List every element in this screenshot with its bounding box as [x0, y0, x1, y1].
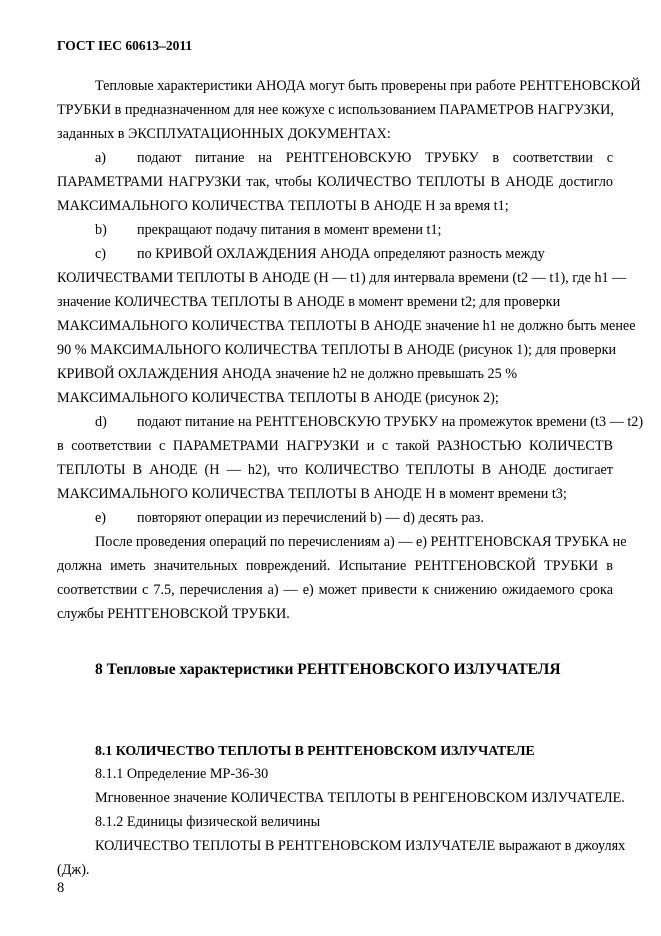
item-e-line-1: повторяют операции из перечислений b) — d) десять раз.: [137, 510, 484, 526]
item-c-line-2: КОЛИЧЕСТВАМИ ТЕПЛОТЫ В АНОДЕ (H — t1) для интервала времени (t2 — t1), где h1 —: [57, 270, 627, 286]
after-line-3: соответствии с 7.5, перечисления а) — е) может привести к снижению ожидаемого срока: [57, 582, 613, 598]
item-d-marker: d): [95, 414, 107, 430]
section-8-1-1-text: Мгновенное значение КОЛИЧЕСТВА ТЕПЛОТЫ В РЕНГЕНОВСКОМ ИЗЛУЧАТЕЛЕ.: [95, 790, 625, 806]
after-line-4: службы РЕНТГЕНОВСКОЙ ТРУБКИ.: [57, 606, 290, 622]
section-8-heading: 8 Тепловые характеристики РЕНТГЕНОВСКОГО ИЗЛУЧАТЕЛЯ: [95, 661, 561, 678]
item-d-line-4: МАКСИМАЛЬНОГО КОЛИЧЕСТВА ТЕПЛОТЫ В АНОДЕ Н в момент времени t3;: [57, 486, 567, 502]
item-c-line-6: КРИВОЙ ОХЛАЖДЕНИЯ АНОДА значение h2 не должно превышать 25 %: [57, 366, 518, 382]
item-a-marker: a): [95, 150, 107, 166]
item-d-line-2: в соответствии с ПАРАМЕТРАМИ НАГРУЗКИ и с такой РАЗНОСТЬЮ КОЛИЧЕСТВ: [57, 438, 613, 454]
item-d-line-3: ТЕПЛОТЫ В АНОДЕ (H — h2), что КОЛИЧЕСТВО ТЕПЛОТЫ В АНОДЕ достигает: [57, 462, 613, 478]
after-line-1: После проведения операций по перечислениям а) — е) РЕНТГЕНОВСКАЯ ТРУБКА не: [95, 534, 627, 550]
item-b-marker: b): [95, 222, 107, 238]
item-c-line-7: МАКСИМАЛЬНОГО КОЛИЧЕСТВА ТЕПЛОТЫ В АНОДЕ (рисунок 2);: [57, 390, 499, 406]
item-a-line-1: подают питание на РЕНТГЕНОВСКУЮ ТРУБКУ в соответствии с: [137, 150, 613, 166]
section-8-1-heading: 8.1 КОЛИЧЕСТВО ТЕПЛОТЫ В РЕНТГЕНОВСКОМ ИЗЛУЧАТЕЛЕ: [95, 743, 535, 758]
intro-line-1: Тепловые характеристики АНОДА могут быть проверены при работе РЕНТГЕНОВСКОЙ: [95, 78, 641, 94]
after-line-2: должна иметь значительных повреждений. Испытание РЕНТГЕНОВСКОЙ ТРУБКИ в: [57, 558, 613, 574]
section-8-1-2-text-line-2: (Дж).: [57, 862, 90, 878]
page-number: 8: [57, 880, 65, 896]
item-b-line-1: прекращают подачу питания в момент времени t1;: [137, 222, 442, 238]
intro-line-3: заданных в ЭКСПЛУАТАЦИОННЫХ ДОКУМЕНТАХ:: [57, 126, 391, 142]
intro-line-2: ТРУБКИ в предназначенном для нее кожухе с использованием ПАРАМЕТРОВ НАГРУЗКИ,: [57, 102, 614, 118]
item-c-line-4: МАКСИМАЛЬНОГО КОЛИЧЕСТВА ТЕПЛОТЫ В АНОДЕ значение h1 не должно быть менее: [57, 318, 636, 334]
item-c-marker: c): [95, 246, 107, 262]
item-c-line-3: значение КОЛИЧЕСТВА ТЕПЛОТЫ В АНОДЕ в момент времени t2; для проверки: [57, 294, 561, 310]
item-a-line-3: МАКСИМАЛЬНОГО КОЛИЧЕСТВА ТЕПЛОТЫ В АНОДЕ H за время t1;: [57, 198, 509, 214]
section-8-1-1-heading: 8.1.1 Определение МР-36-30: [95, 766, 269, 782]
item-a-line-2: ПАРАМЕТРАМИ НАГРУЗКИ так, чтобы КОЛИЧЕСТВО ТЕПЛОТЫ В АНОДЕ достигло: [57, 174, 613, 190]
section-8-1-2-heading: 8.1.2 Единицы физической величины: [95, 814, 321, 830]
item-e-marker: e): [95, 510, 107, 526]
item-d-line-1: подают питание на РЕНТГЕНОВСКУЮ ТРУБКУ на промежуток времени (t3 — t2): [137, 414, 644, 430]
section-8-1-2-text-line-1: КОЛИЧЕСТВО ТЕПЛОТЫ В РЕНТГЕНОВСКОМ ИЗЛУЧАТЕЛЕ выражают в джоулях: [95, 838, 626, 854]
document-header: ГОСТ IEC 60613–2011: [57, 38, 193, 53]
item-c-line-1: по КРИВОЙ ОХЛАЖДЕНИЯ АНОДА определяют разность между: [137, 246, 545, 262]
item-c-line-5: 90 % МАКСИМАЛЬНОГО КОЛИЧЕСТВА ТЕПЛОТЫ В АНОДЕ (рисунок 1); для проверки: [57, 342, 617, 358]
